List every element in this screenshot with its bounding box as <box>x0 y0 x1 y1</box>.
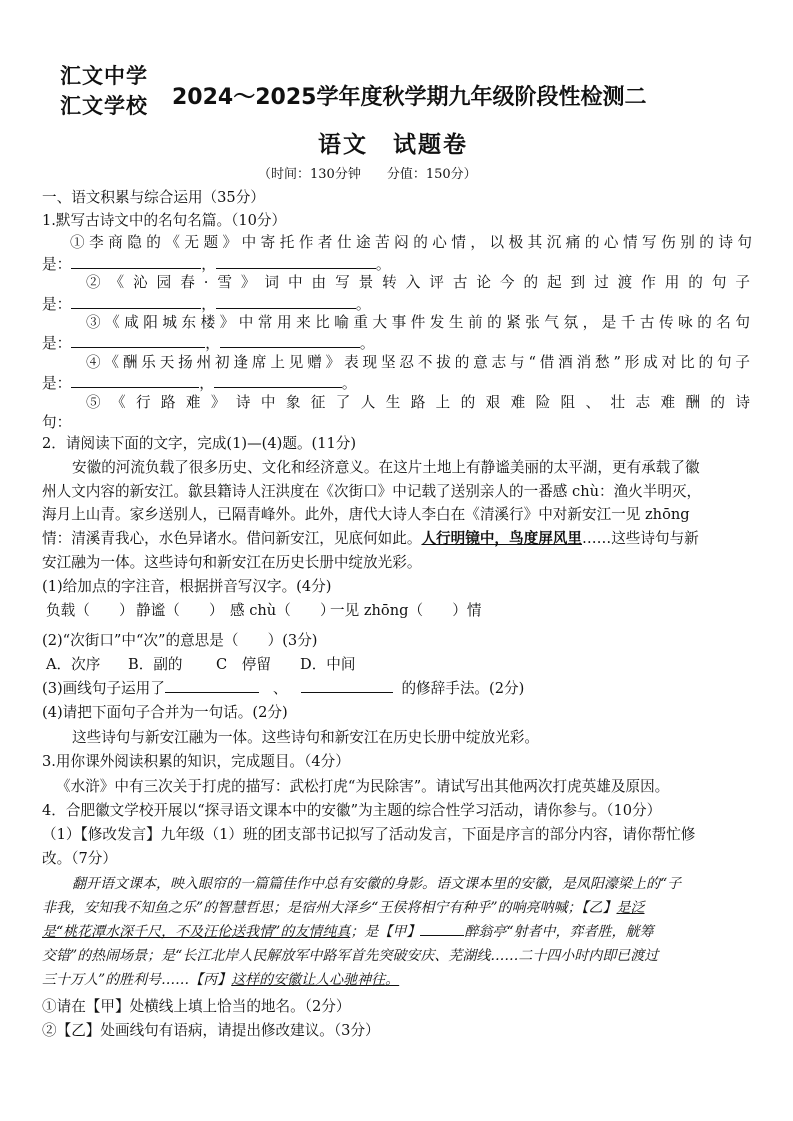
q2-sub2: (2)“次街口”中“次”的意思是（ ）(3分) <box>42 632 318 649</box>
q1-answer-line-4 <box>42 372 356 393</box>
q2-sub1-item-2[interactable]: 静谧（ ） <box>136 602 224 619</box>
jia-blank[interactable] <box>420 923 464 936</box>
q4-question-b: ②【乙】处画线句有语病，请提出修改建议。（3分） <box>42 1022 380 1039</box>
exam-title: 2024～2025学年度秋学期九年级阶段性检测二 <box>172 85 647 110</box>
answer-blank[interactable] <box>216 296 356 309</box>
q1-item-5: ⑤《行路难》诗中象征了人生路上的艰难险阻、壮志难酬的诗 <box>86 394 750 411</box>
answer-blank[interactable] <box>220 335 360 348</box>
q4-sub1-line-2: 改。（7分） <box>42 850 117 867</box>
sub3-suffix: 的修辞手法。(2分) <box>401 680 525 697</box>
q2-passage-line-1: 安徽的河流负载了很多历史、文化和经济意义。在这片土地上有静谧美丽的太平湖，更有承载了徽 <box>72 459 700 476</box>
answer-prefix: 句： <box>42 414 72 431</box>
comma: ， <box>201 256 216 273</box>
q2-option-a[interactable]: A．次序 <box>46 656 101 673</box>
q1-item-3: ③《咸阳城东楼》中常用来比喻重大事件发生前的紧张气氛，是千古传咏的名句 <box>86 314 750 331</box>
q3-title: 3.用你课外阅读积累的知识，完成题目。（4分） <box>42 753 350 770</box>
q1-item-4: ④《酬乐天扬州初逢席上见赠》表现坚忍不拔的意志与“借酒消愁”形成对比的句子 <box>86 354 750 371</box>
q4-speech-line-5 <box>42 969 399 989</box>
q1-answer-line-3 <box>42 332 374 353</box>
answer-blank[interactable] <box>301 680 393 693</box>
bing-sentence: 这样的安徽让人心驰神往。 <box>231 972 400 988</box>
q4-speech-line-2 <box>42 897 644 917</box>
q2-option-b[interactable]: B．副的 <box>128 656 183 673</box>
passage-text: 情：清溪青我心，水色异诸水。借问新安江，见底何如此。 <box>42 530 422 547</box>
q2-title: 2．请阅读下面的文字，完成(1)—(4)题。(11分) <box>42 435 357 452</box>
answer-blank[interactable] <box>71 296 201 309</box>
q4-title: 4．合肥徽文学校开展以“探寻语文课本中的安徽”为主题的综合性学习活动，请你参与。（10分） <box>42 802 662 819</box>
q3-body: 《水浒》中有三次关于打虎的描写：武松打虎“为民除害”。请试写出其他两次打虎英雄及原因。 <box>56 778 670 795</box>
q1-item-2: ②《沁园春·雪》词中由写景转入评古论今的起到过渡作用的句子 <box>86 274 750 291</box>
answer-blank[interactable] <box>214 375 342 388</box>
q2-sub3 <box>42 677 524 698</box>
page-subtitle: 语文 试题卷 <box>318 132 468 158</box>
q2-passage-line-3: 海月上山青。家乡送别人，已隔青峰外。此外，唐代大诗人李白在《清溪行》中对新安江一见 zhōng <box>42 506 690 523</box>
answer-blank[interactable] <box>216 256 376 269</box>
answer-prefix: 是： <box>42 296 72 313</box>
speech-text: 三十万人”的胜利号……【丙】 <box>42 972 232 988</box>
answer-blank[interactable] <box>165 680 259 693</box>
sub3-prefix: (3)画线句子运用了 <box>42 680 165 697</box>
q2-passage-line-4 <box>42 527 699 548</box>
q4-speech-line-4: 交错”的热闹场景；是“长江北岸人民解放军中路军首先突破安庆、芜湖线……二十四小时内即已渡过 <box>42 948 659 964</box>
comma: ， <box>201 296 216 313</box>
comma: ， <box>199 375 214 392</box>
answer-prefix: 是： <box>42 375 72 392</box>
answer-blank[interactable] <box>71 256 201 269</box>
underlined-sentence: 人行明镜中，鸟度屏风里 <box>421 530 582 547</box>
q1-item-1: ①李商隐的《无题》中寄托作者仕途苦闷的心情，以极其沉痛的心情写伤别的诗句 <box>70 234 752 251</box>
answer-blank[interactable] <box>71 375 199 388</box>
speech-text: 醉翁亭“射者中，弈者胜，觥筹 <box>464 924 654 940</box>
sub3-mid: 、 <box>272 680 288 697</box>
q4-question-a: ①请在【甲】处横线上填上恰当的地名。（2分） <box>42 998 351 1015</box>
q1-answer-line-5 <box>42 411 71 432</box>
comma: ， <box>205 335 220 352</box>
q2-option-c[interactable]: C 停留 <box>216 656 271 673</box>
q2-passage-line-2: 州人文内容的新安江。歙县籍诗人汪洪度在《次街口》中记载了送别亲人的一番感 chù：渔火半明灭， <box>42 483 702 500</box>
q2-option-d[interactable]: D．中间 <box>300 656 356 673</box>
q2-sub1-item-4[interactable]: 一见 zhōng（ ）情 <box>330 602 482 619</box>
q4-speech-line-1: 翻开语文课本，映入眼帘的一篇篇佳作中总有安徽的身影。语文课本里的安徽，是凤阳濠梁上的“子 <box>72 876 682 892</box>
speech-text: 非我，安知我不知鱼之乐”的智慧哲思；是宿州大泽乡“王侯将相宁有种乎”的响亮呐喊；【乙】 <box>42 900 617 916</box>
answer-prefix: 是： <box>42 335 72 352</box>
section-heading: 一、语文积累与综合运用（35分） <box>42 189 265 206</box>
q1-title: 1.默写古诗文中的名句名篇。（10分） <box>42 212 287 229</box>
q2-sub1-item-1[interactable]: 负载（ ） <box>46 602 134 619</box>
q4-sub1-line-1: （1）【修改发言】九年级（1）班的团支部书记拟写了活动发言，下面是序言的部分内容，请你帮忙修 <box>42 826 696 843</box>
q4-speech-line-3 <box>42 921 654 941</box>
jia-label: ；是【甲】 <box>350 924 421 940</box>
school-name-1: 汇文中学 <box>60 64 148 88</box>
period: 。 <box>375 256 391 273</box>
period: 。 <box>355 296 371 313</box>
answer-prefix: 是： <box>42 256 72 273</box>
yi-sentence: 是“桃花潭水深千尺，不及汪伦送我情”的友情纯真 <box>42 924 351 940</box>
q2-sub4: (4)请把下面句子合并为一句话。(2分) <box>42 704 288 721</box>
passage-text: ……这些诗句与新 <box>582 530 699 547</box>
q2-sub1-item-3[interactable]: 感 chù（ ） <box>230 602 335 619</box>
yi-sentence-start: 是泛 <box>616 900 645 916</box>
period: 。 <box>359 335 375 352</box>
answer-blank[interactable] <box>71 335 205 348</box>
school-name-2: 汇文学校 <box>60 94 148 118</box>
q2-sub4-sentence: 这些诗句与新安江融为一体。这些诗句和新安江在历史长册中绽放光彩。 <box>72 729 540 746</box>
q2-sub1: (1)给加点的字注音，根据拼音写汉字。(4分) <box>42 578 332 595</box>
q2-passage-line-5: 安江融为一体。这些诗句和新安江在历史长册中绽放光彩。 <box>42 554 422 571</box>
period: 。 <box>341 375 357 392</box>
time-score-info: （时间：130分钟 分值：150分） <box>258 167 477 182</box>
